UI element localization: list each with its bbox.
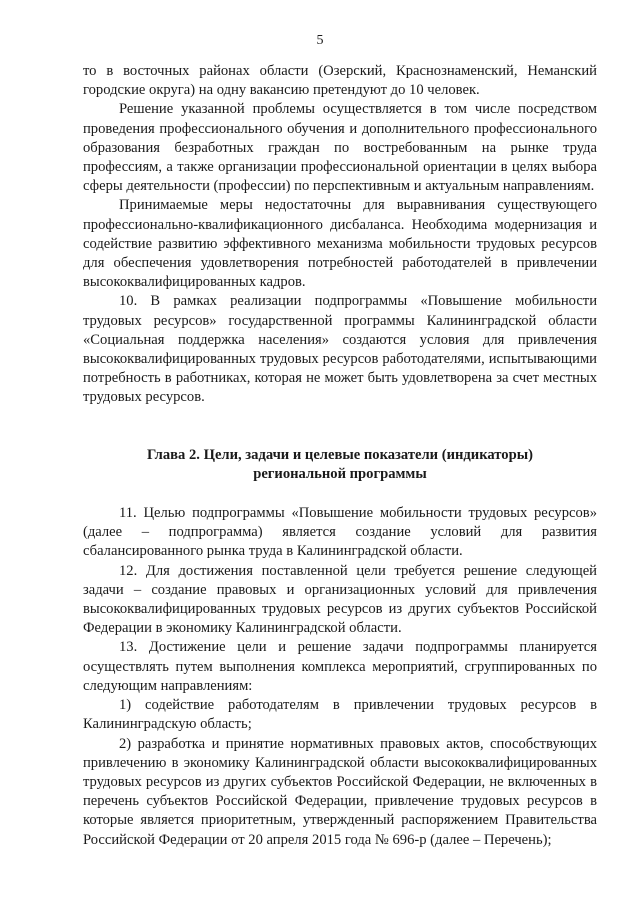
- paragraph-item-11: 11. Целью подпрограммы «Повышение мобильности трудовых ресурсов» (далее – подпрограмма) является создание условий для развития сбалансированного рынка труда в Калининградской области.: [83, 505, 597, 560]
- paragraph-measures: Принимаемые меры недостаточны для выравнивания существующего профессионально-квалификационного дисбаланса. Необходима модернизация и содействие развитию эффективного механизма мобильности трудовых ресурсов для обеспечения удовлетворения потребностей работодателей в привлечении высококвалифицированных кадров.: [83, 197, 597, 291]
- document-body: [83, 62, 597, 850]
- paragraph-item-10: 10. В рамках реализации подпрограммы «Повышение мобильности трудовых ресурсов» государственной программы Калининградской области «Социальная поддержка населения» создаются условия для привлечения высококвалифицированных трудовых ресурсов работодателями, испытывающими потребность в работниках, которая не может быть удовлетворена за счет местных трудовых ресурсов.: [83, 293, 597, 406]
- page-number: 5: [316, 33, 324, 48]
- paragraph-item-13: 13. Достижение цели и решение задачи подпрограммы планируется осуществлять путем выполнения комплекса мероприятий, сгруппированных по следующим направлениям:: [83, 639, 597, 694]
- chapter-heading-line-1: Глава 2. Цели, задачи и целевые показатели (индикаторы): [147, 446, 533, 463]
- list-item-2: 2) разработка и принятие нормативных правовых актов, способствующих привлечению в экономику Калининградской области высококвалифицированных трудовых ресурсов из других субъектов Российской Федерации, не включенных в перечень субъектов Российской Федерации, привлечение трудовых ресурсов в которые является приоритетным, утвержденный распоряжением Правительства Российской Федерации от 20 апреля 2015 года № 696-р (далее – Перечень);: [83, 735, 597, 848]
- paragraph-continuation: то в восточных районах области (Озерский, Краснознаменский, Неманский городские округа) на одну вакансию претендуют до 10 человек.: [83, 63, 597, 99]
- paragraph-item-12: 12. Для достижения поставленной цели требуется решение следующей задачи – создание правовых и организационных условий для привлечения высококвалифицированных трудовых ресурсов из других субъектов Российской Федерации в экономику Калининградской области.: [83, 562, 597, 637]
- chapter-heading-line-2: региональной программы: [253, 465, 427, 482]
- list-item-1: 1) содействие работодателям в привлечении трудовых ресурсов в Калининградскую область;: [83, 697, 597, 733]
- paragraph-problem-solution: Решение указанной проблемы осуществляется в том числе посредством проведения профессионального обучения и дополнительного профессионального образования безработных граждан по востребованным на рынке труда профессиям, а также организации профессиональной ориентации в целях выбора сферы деятельности (профессии) по перспективным и актуальным направлениям.: [83, 101, 597, 195]
